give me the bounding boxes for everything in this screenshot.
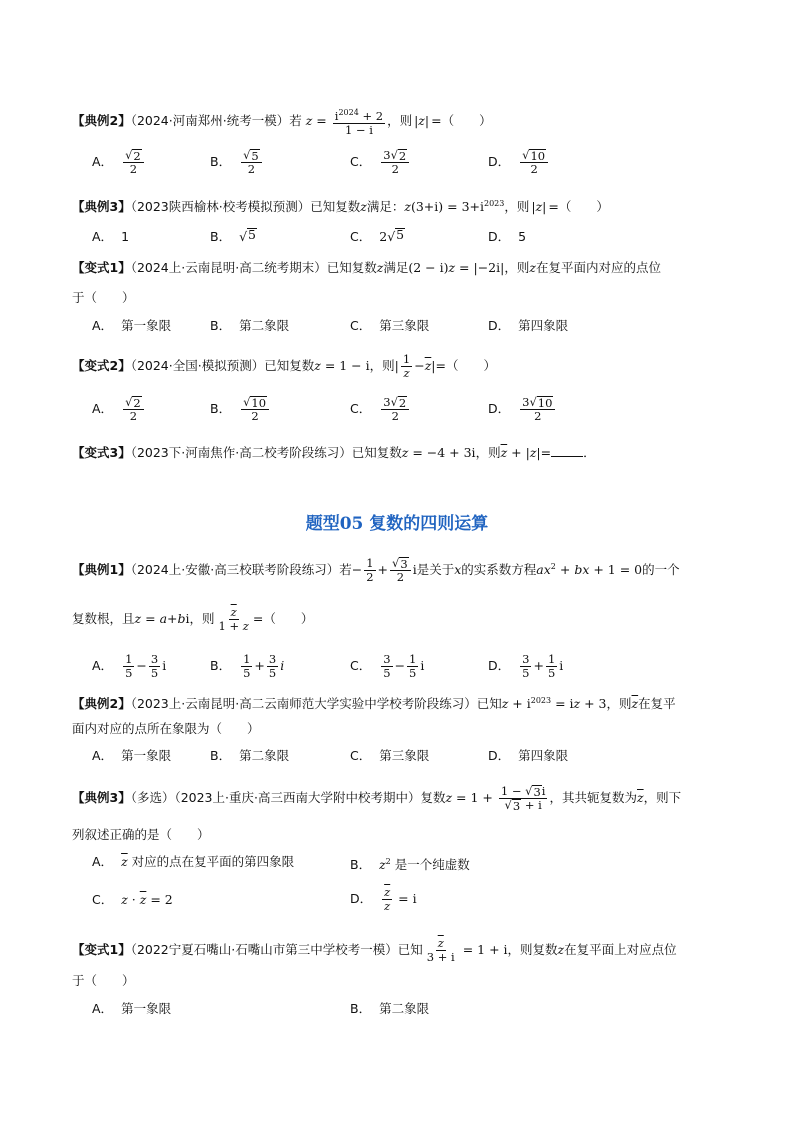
option-a[interactable]: A． √ 2 2 — [92, 396, 146, 423]
option-b[interactable]: B． 第二象限 — [210, 748, 290, 763]
option-d[interactable]: D． 第四象限 — [488, 748, 569, 763]
q3-stem: 【典例3】（多选）（2023上·重庆·高三西南大学附中校考期中）复数z = 1 + 1 − √ 3 i √ 3 + i ，其共轭复数为$\overline{z}$，则下 — [72, 784, 682, 813]
option-c[interactable]: C． $z \cdot \overline{z} = 2$ — [92, 892, 173, 907]
problem-3-line2: 于（ ） — [72, 290, 135, 305]
q2-stem: 【典例2】（2023上·云南昆明·高二云南师范大学实验中学校考阶段练习）已知$z + i^{2023}$ = iz + 3，则$\overline{z}$在复平 — [72, 696, 676, 712]
option-b[interactable]: B． √ 10 2 — [210, 396, 271, 423]
option-c[interactable]: C． 3 √ 2 2 — [350, 149, 411, 176]
fraction: $\frac{i^{2024} + 2}{1 - i}$ — [334, 108, 384, 137]
option-d[interactable]: D． 5 — [488, 229, 527, 244]
problem-1-stem: 【典例2】（2024·河南郑州·统考一模）若 z = $\frac{i^{2024} + 2}{1 - i}$ ，则 |z| =（ ） — [72, 108, 492, 137]
option-c[interactable]: C． 3 √ 2 2 — [350, 396, 411, 423]
problem-5-stem: 【变式3】（2023下·河南焦作·高二校考阶段练习）已知复数z = −4 + 3i，则$\overline{z} + |z|=$ ． — [72, 445, 596, 460]
option-d[interactable]: D． √ 10 2 — [488, 149, 550, 176]
option-b[interactable]: B． 第二象限 — [350, 1001, 430, 1016]
problem-tag: 【典例2】 — [72, 112, 131, 128]
option-c[interactable]: C． 2 √ 5 — [350, 227, 405, 244]
option-b[interactable]: B． 第二象限 — [210, 318, 290, 333]
option-c[interactable]: C． $\frac{3}{5}$ − $\frac{1}{5}$ i — [350, 652, 425, 680]
option-b[interactable]: B． √ 5 — [210, 227, 256, 244]
option-b[interactable]: B． √ 5 2 — [210, 149, 264, 176]
option-a[interactable]: A． 第一象限 — [92, 748, 172, 763]
problem-2-stem: 【典例3】（2023陕西榆林·校考模拟预测）已知复数z满足：$z(3+i) = 3+i^{2023}$，则 |z| =（ ） — [72, 199, 609, 215]
q1-stem: 【典例1】（2024上·安徽·高三校联考阶段练习）若− $\frac{1}{2}$ + √ 3 2 i是关于x的实系数方程$ax^2$ + bx + 1 = 0的一个 — [72, 556, 680, 584]
option-d[interactable]: D． 第四象限 — [488, 318, 569, 333]
problem-source: （2024·河南郑州·统考一模） — [130, 112, 290, 128]
q1-line2: 复数根，且z = a+bi，则 $\frac{\overline{z}}{1 + z}$ =（ ） — [72, 605, 314, 633]
q4-stem: 【变式1】（2022宁夏石嘴山·石嘴山市第三中学校考一模）已知 $\frac{\overline{z}}{3 + i}$ = 1 + i，则复数z在复平面上对应点位 — [72, 936, 677, 964]
option-a[interactable]: A． 1 — [92, 229, 130, 244]
option-c[interactable]: C． 第三象限 — [350, 318, 430, 333]
option-a[interactable]: A． $\overline{z}$ 对应的点在复平面的第四象限 — [92, 854, 295, 869]
option-d[interactable]: D． 3 √ 10 2 — [488, 396, 557, 423]
option-a[interactable]: A． √ 2 2 — [92, 149, 146, 176]
problem-4-stem: 【变式2】（2024·全国·模拟预测）已知复数z = 1 − i，则| $\frac{1}{z}$ $-\overline{z}|=$（ ） — [72, 352, 496, 380]
option-a[interactable]: A． 第一象限 — [92, 1001, 172, 1016]
option-a[interactable]: A． $\frac{1}{5}$ − $\frac{3}{5}$ i — [92, 652, 167, 680]
option-c[interactable]: C． 第三象限 — [350, 748, 430, 763]
q2-line2: 面内对应的点所在象限为（ ） — [72, 721, 260, 736]
q4-line2: 于（ ） — [72, 973, 135, 988]
option-d[interactable]: D． $\frac{3}{5}$ + $\frac{1}{5}$ i — [488, 652, 564, 680]
option-a[interactable]: A． 第一象限 — [92, 318, 172, 333]
answer-blank[interactable] — [551, 444, 583, 457]
option-d[interactable]: D． $\frac{\overline{z}}{z}$ = i — [350, 885, 417, 913]
option-b[interactable]: B． $z^2$ 是一个纯虚数 — [350, 857, 470, 873]
option-b[interactable]: B． $\frac{1}{5}$ + $\frac{3}{5}$ i — [210, 652, 285, 680]
problem-3-stem: 【变式1】（2024上·云南昆明·高二统考期末）已知复数z满足(2 − i)z = |−2i|，则z在复平面内对应的点位 — [72, 260, 661, 275]
section-title: 题型05 复数的四则运算 — [305, 514, 489, 534]
q3-line2: 列叙述正确的是（ ） — [72, 827, 210, 842]
